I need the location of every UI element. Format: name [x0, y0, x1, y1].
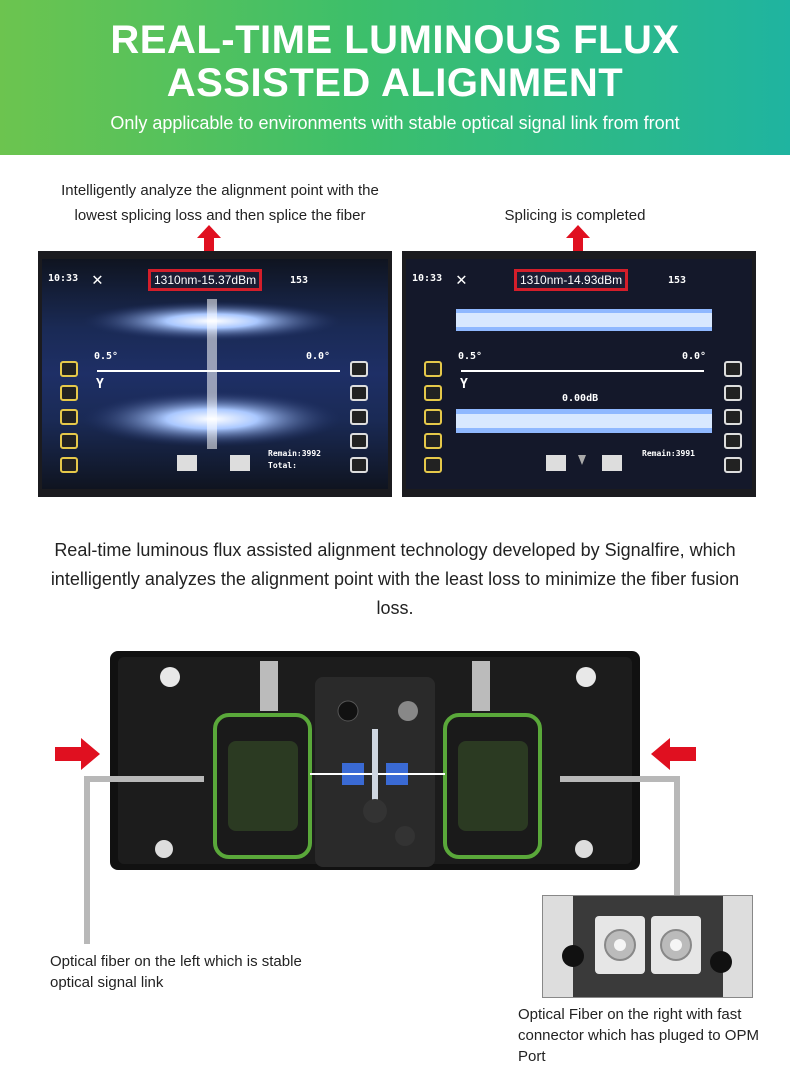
left-fiber-line	[84, 776, 90, 944]
swap-icon[interactable]	[424, 433, 442, 449]
right-caption: Splicing is completed	[504, 207, 646, 224]
target-icon[interactable]	[724, 457, 742, 473]
banner-title-line2: ASSISTED ALIGNMENT	[166, 61, 624, 105]
pause-icon[interactable]	[724, 409, 742, 425]
screen-display	[406, 259, 752, 489]
edit-icon[interactable]	[350, 361, 368, 377]
total-counter: Total:	[268, 461, 297, 470]
machine-illustration	[110, 651, 640, 870]
fiber-spliced-image	[406, 259, 752, 489]
list-icon[interactable]	[424, 457, 442, 473]
screen-time: 10:33	[48, 273, 79, 284]
save-icon[interactable]	[350, 433, 368, 449]
target-icon[interactable]	[350, 457, 368, 473]
left-caption-line1: Intelligently analyze the alignment point with the	[61, 182, 379, 199]
menu-icon[interactable]	[60, 361, 78, 377]
heat-icon[interactable]	[424, 409, 442, 425]
left-fiber-line	[84, 776, 204, 782]
arrow-left-icon	[651, 738, 696, 770]
right-fiber-line	[674, 776, 680, 896]
screen-time: 10:33	[412, 273, 443, 284]
remain-counter: Remain:3991	[642, 449, 695, 458]
right-fiber-label: Optical Fiber on the right with fast connector which has pluged to OPM Port	[518, 1006, 759, 1065]
doc-icon[interactable]	[724, 385, 742, 401]
fiber-glow-image	[42, 259, 388, 489]
left-splicer-screen	[38, 251, 392, 497]
heat-icon[interactable]	[60, 409, 78, 425]
left-offset: 0.5°	[458, 351, 483, 362]
close-icon: ✕	[456, 269, 467, 290]
power-readout: 1310nm-15.37dBm	[148, 269, 262, 291]
banner-title-line1: REAL-TIME LUMINOUS FLUX	[110, 18, 680, 62]
edit-icon[interactable]	[724, 361, 742, 377]
swap-icon[interactable]	[60, 433, 78, 449]
right-offset: 0.0°	[306, 351, 331, 362]
timer-icon[interactable]	[424, 385, 442, 401]
splice-loss: 0.00dB	[562, 393, 599, 404]
banner-subtitle: Only applicable to environments with stable optical signal link from front	[110, 113, 680, 133]
left-caption	[30, 178, 410, 228]
right-fiber-line	[560, 776, 680, 782]
arrow-right-icon	[55, 738, 100, 770]
doc-icon[interactable]	[350, 385, 368, 401]
close-icon: ✕	[92, 269, 103, 290]
opm-port-photo	[542, 895, 753, 998]
header-banner	[0, 0, 790, 155]
right-splicer-screen	[402, 251, 756, 497]
description-text: Real-time luminous flux assisted alignment technology developed by Signalfire, which intelligently analyzes the alignment point with the least loss to minimize the fiber fusion loss.	[50, 540, 740, 618]
left-offset: 0.5°	[94, 351, 119, 362]
splicer-machine-photo	[110, 651, 640, 870]
menu-icon[interactable]	[424, 361, 442, 377]
left-fiber-label: Optical fiber on the left which is stable optical signal link	[50, 953, 302, 991]
pause-icon[interactable]	[350, 409, 368, 425]
opm-port-illustration	[543, 896, 753, 998]
splice-count: 153	[290, 275, 309, 286]
screen-display	[42, 259, 388, 489]
power-readout: 1310nm-14.93dBm	[514, 269, 628, 291]
remain-counter: Remain:3992	[268, 449, 321, 458]
right-offset: 0.0°	[682, 351, 707, 362]
left-caption-line2: lowest splicing loss and then splice the fiber	[74, 207, 366, 224]
splice-count: 153	[668, 275, 687, 286]
axis-label: Y	[460, 377, 468, 392]
save-icon[interactable]	[724, 433, 742, 449]
axis-label: Y	[96, 377, 104, 392]
list-icon[interactable]	[60, 457, 78, 473]
timer-icon[interactable]	[60, 385, 78, 401]
